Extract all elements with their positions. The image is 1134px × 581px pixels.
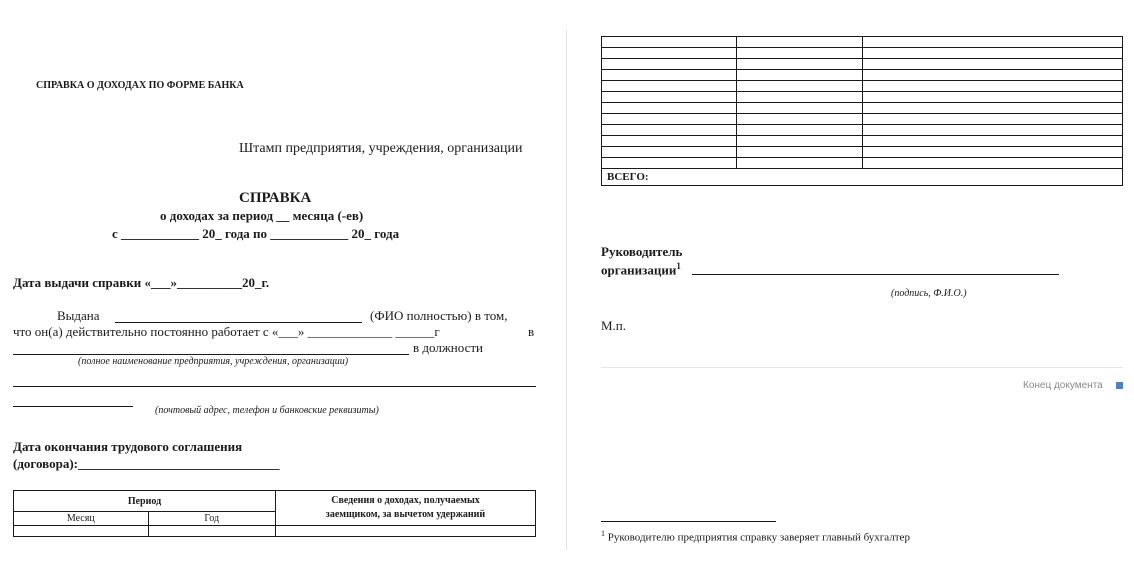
signature-hint: (подпись, Ф.И.О.) [891, 288, 967, 299]
address-blank-1 [13, 386, 536, 387]
income-info-header: Сведения о доходах, получаемых заемщиком, за вычетом удержаний [276, 491, 536, 526]
issue-date: Дата выдачи справки «___»__________20_г. [13, 275, 270, 290]
footnote-text: Руководителю предприятия справку заверяет главный бухгалтер [607, 531, 910, 544]
footnote [601, 529, 910, 544]
works-since-line: что он(а) действительно постоянно работает с «___» _____________ ______г [13, 324, 440, 339]
left-page [0, 0, 560, 581]
table-row [602, 59, 1123, 70]
page-gutter [566, 30, 567, 550]
org-name-hint: (полное наименование предприятия, учреждения, организации) [78, 356, 349, 367]
stamp-text: Штамп предприятия, учреждения, организации [239, 141, 523, 156]
contract-end-label: Дата окончания трудового соглашения [13, 439, 243, 454]
works-in-label: в [528, 324, 535, 339]
table-row [602, 114, 1123, 125]
table-cell [276, 526, 536, 537]
year-header: Год [148, 512, 276, 526]
income-rows-table [601, 36, 1123, 186]
org-label: организации$^1$ [601, 261, 681, 278]
income-table [13, 490, 536, 537]
fio-blank [115, 322, 362, 323]
footnote-number: 1 [601, 529, 605, 538]
right-page [578, 0, 1134, 581]
head-label: Руководитель [601, 244, 683, 259]
table-row [602, 70, 1123, 81]
table-row [602, 103, 1123, 114]
table-row [602, 37, 1123, 48]
table-row [602, 147, 1123, 158]
total-row [602, 169, 1123, 186]
table-row [602, 125, 1123, 136]
position-label: в должности [413, 340, 483, 355]
footnote-ref: 1 [676, 261, 681, 271]
table-cell [148, 526, 276, 537]
doc-heading: СПРАВКА О ДОХОДАХ ПО ФОРМЕ БАНКА [36, 80, 244, 91]
address-hint: (почтовый адрес, телефон и банковские реквизиты) [155, 405, 379, 416]
signature-blank [692, 274, 1059, 275]
table-row [602, 136, 1123, 147]
table-row [602, 48, 1123, 59]
end-of-document-marker [1116, 382, 1123, 389]
table-row [602, 158, 1123, 169]
table-row [602, 81, 1123, 92]
contract-end-value: (договора):_______________________________ [13, 456, 280, 471]
total-label: ВСЕГО: [602, 169, 1123, 186]
certificate-title: СПРАВКА [239, 190, 312, 206]
address-blank-2 [13, 406, 133, 407]
end-of-document-label: Конец документа [1023, 380, 1103, 391]
dates-line: с ____________ 20_ года по ____________ 20_ года [112, 226, 400, 241]
table-row [602, 92, 1123, 103]
seal-label: М.п. [601, 318, 627, 333]
fio-hint: (ФИО полностью) в том, [370, 308, 508, 323]
org-name-blank [13, 354, 409, 355]
month-header: Месяц [14, 512, 149, 526]
footnote-separator [601, 521, 776, 522]
issued-to-label: Выдана [57, 308, 100, 323]
period-header: Период [14, 491, 276, 512]
end-divider [601, 367, 1123, 368]
table-cell [14, 526, 149, 537]
period-line: о доходах за период __ месяца (-ев) [160, 208, 364, 223]
